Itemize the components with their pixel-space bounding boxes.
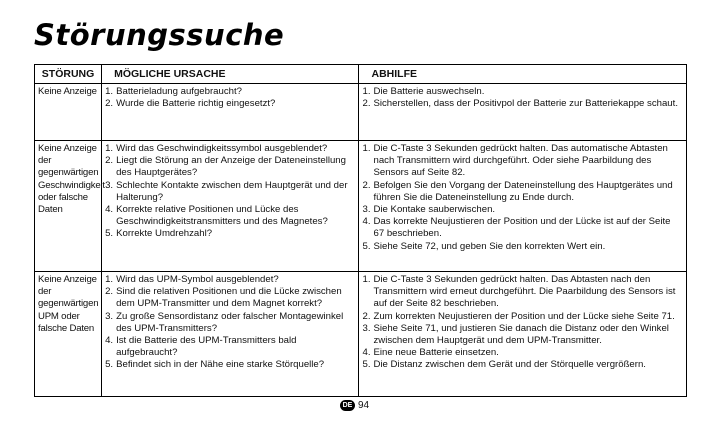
list-item: 1. Die C-Taste 3 Sekunden gedrückt halten. Das Abtasten nach den Transmittern wird erneut durchgeführt. Die Paarbildung des Sensors ist auf der Seite 82 beschrieben. [362, 274, 676, 310]
list-item: 4. Eine neue Batterie einsetzen. [362, 347, 499, 359]
list-item: 2. Befolgen Sie den Vorgang der Dateneinstellung des Hauptgerätes und führen Sie die Dateneinstellung zu Ende durch. [362, 179, 673, 203]
cause-text: Wurde die Batterie richtig eingesetzt? [116, 98, 276, 110]
cause-text: Befindet sich in der Nähe eine starke Störquelle? [116, 359, 325, 371]
remedy-list [362, 143, 683, 253]
header-cause: MÖGLICHE URSACHE [102, 65, 359, 84]
cause-text: Ist die Batterie des UPM-Transmitters bald aufgebraucht? [116, 335, 297, 359]
remedy-cell [359, 141, 687, 272]
remedy-text: Sicherstellen, dass der Positivpol der Batterie zur Batteriekappe schaut. [373, 98, 678, 110]
cause-list [105, 274, 355, 372]
symptom-cell: Keine Anzeige der gegenwärtigen UPM oder falsche Daten [35, 272, 102, 397]
remedy-text: Die C-Taste 3 Sekunden gedrückt halten. Das automatische Abtasten nach Transmittern wird durchgeführt. Oder siehe Paarbildung des Sensors auf Seite 82. [373, 143, 668, 179]
cause-text: Zu große Sensordistanz oder falscher Montagewinkel des UPM-Transmitters? [116, 310, 344, 334]
cause-cell [102, 272, 359, 397]
remedy-text: Die Kontake sauberwischen. [373, 204, 496, 216]
list-item: 2. Zum korrekten Neujustieren der Position und der Lücke siehe Seite 71. [362, 310, 675, 322]
list-item: 4. Korrekte relative Positionen und Lücke des Geschwindigkeitstransmitters und des Magnetes? [105, 204, 328, 228]
remedy-text: Die C-Taste 3 Sekunden gedrückt halten. Das Abtasten nach den Transmittern wird erneut durchgeführt. Die Paarbildung des Sensors ist auf der Seite 82 beschrieben. [373, 274, 676, 310]
list-item: 1. Wird das UPM-Symbol ausgeblendet? [105, 274, 279, 285]
symptom-cell: Keine Anzeige [35, 84, 102, 141]
list-item: 2. Wurde die Batterie richtig eingesetzt? [105, 98, 276, 110]
header-remedy: ABHILFE [359, 65, 687, 84]
remedy-list [362, 86, 683, 110]
list-item: 2. Sicherstellen, dass der Positivpol der Batterie zur Batteriekappe schaut. [362, 98, 678, 110]
table-row [35, 141, 687, 272]
list-item: 3. Zu große Sensordistanz oder falscher Montagewinkel des UPM-Transmitters? [105, 310, 344, 334]
list-item: 1. Die Batterie auswechseln. [362, 86, 485, 97]
cause-cell [102, 84, 359, 141]
remedy-text: Die Distanz zwischen dem Gerät und der Störquelle vergrößern. [373, 359, 646, 371]
list-item: 5. Korrekte Umdrehzahl? [105, 228, 213, 240]
table-row [35, 272, 687, 397]
list-item: 4. Das korrekte Neujustieren der Position und der Lücke ist auf der Seite 67 beschrieben. [362, 216, 671, 240]
remedy-text: Das korrekte Neujustieren der Position und der Lücke ist auf der Seite 67 beschrieben. [373, 216, 671, 240]
cause-text: Sind die relativen Positionen und die Lücke zwischen dem UPM-Transmitter und dem Magnet korrekt? [116, 286, 342, 310]
remedy-cell [359, 84, 687, 141]
cause-text: Korrekte relative Positionen und Lücke des Geschwindigkeitstransmitters und des Magnetes? [116, 204, 328, 228]
remedy-text: Zum korrekten Neujustieren der Position und der Lücke siehe Seite 71. [373, 310, 675, 322]
list-item: 3. Siehe Seite 71, und justieren Sie danach die Distanz oder den Winkel zwischen dem Hauptgerät und dem UPM-Transmitter. [362, 322, 669, 347]
symptom-cell: Keine Anzeige der gegenwärtigen Geschwindigkeit oder falsche Daten [35, 141, 102, 272]
list-item: 5. Befindet sich in der Nähe eine starke Störquelle? [105, 359, 325, 371]
remedy-text: Die Batterie auswechseln. [373, 86, 485, 97]
list-item: 3. Schlechte Kontakte zwischen dem Hauptgerät und der Halterung? [105, 179, 348, 203]
remedy-text: Eine neue Batterie einsetzen. [373, 347, 499, 359]
page-title: Störungssuche [34, 18, 285, 52]
list-item: 1. Batterieladung aufgebraucht? [105, 86, 242, 97]
cause-text: Batterieladung aufgebraucht? [116, 86, 242, 97]
list-item: 5. Die Distanz zwischen dem Gerät und der Störquelle vergrößern. [362, 359, 646, 371]
remedy-list [362, 274, 683, 372]
cause-cell [102, 141, 359, 272]
list-item: 1. Die C-Taste 3 Sekunden gedrückt halten. Das automatische Abtasten nach Transmittern wird durchgeführt. Oder siehe Paarbildung des Sensors auf Seite 82. [362, 143, 668, 179]
language-badge: DE [340, 400, 355, 411]
remedy-text: Siehe Seite 72, und geben Sie den korrekten Wert ein. [373, 240, 606, 252]
list-item: 2. Sind die relativen Positionen und die Lücke zwischen dem UPM-Transmitter und dem Magnet korrekt? [105, 286, 342, 310]
page-number: 94 [358, 400, 370, 411]
cause-text: Schlechte Kontakte zwischen dem Hauptgerät und der Halterung? [116, 179, 348, 203]
list-item: 3. Die Kontake sauberwischen. [362, 204, 496, 216]
cause-list [105, 143, 355, 241]
cause-text: Wird das Geschwindigkeitssymbol ausgeblendet? [116, 143, 328, 154]
cause-text: Liegt die Störung an der Anzeige der Dateneinstellung des Hauptgerätes? [116, 155, 346, 179]
list-item: 1. Wird das Geschwindigkeitssymbol ausgeblendet? [105, 143, 328, 154]
troubleshooting-table [34, 64, 687, 397]
remedy-text: Siehe Seite 71, und justieren Sie danach die Distanz oder den Winkel zwischen dem Hauptgerät und dem UPM-Transmitter. [373, 322, 669, 347]
remedy-text: Befolgen Sie den Vorgang der Dateneinstellung des Hauptgerätes und führen Sie die Dateneinstellung zu Ende durch. [373, 179, 673, 203]
list-item: 5. Siehe Seite 72, und geben Sie den korrekten Wert ein. [362, 240, 606, 252]
page-footer [340, 400, 369, 411]
header-symptom: STÖRUNG [35, 65, 102, 84]
list-item: 2. Liegt die Störung an der Anzeige der Dateneinstellung des Hauptgerätes? [105, 155, 346, 179]
cause-text: Wird das UPM-Symbol ausgeblendet? [116, 274, 279, 285]
list-item: 4. Ist die Batterie des UPM-Transmitters bald aufgebraucht? [105, 335, 297, 359]
cause-list [105, 86, 355, 110]
table-row [35, 84, 687, 141]
table-header-row [35, 65, 687, 84]
remedy-cell [359, 272, 687, 397]
cause-text: Korrekte Umdrehzahl? [116, 228, 213, 240]
